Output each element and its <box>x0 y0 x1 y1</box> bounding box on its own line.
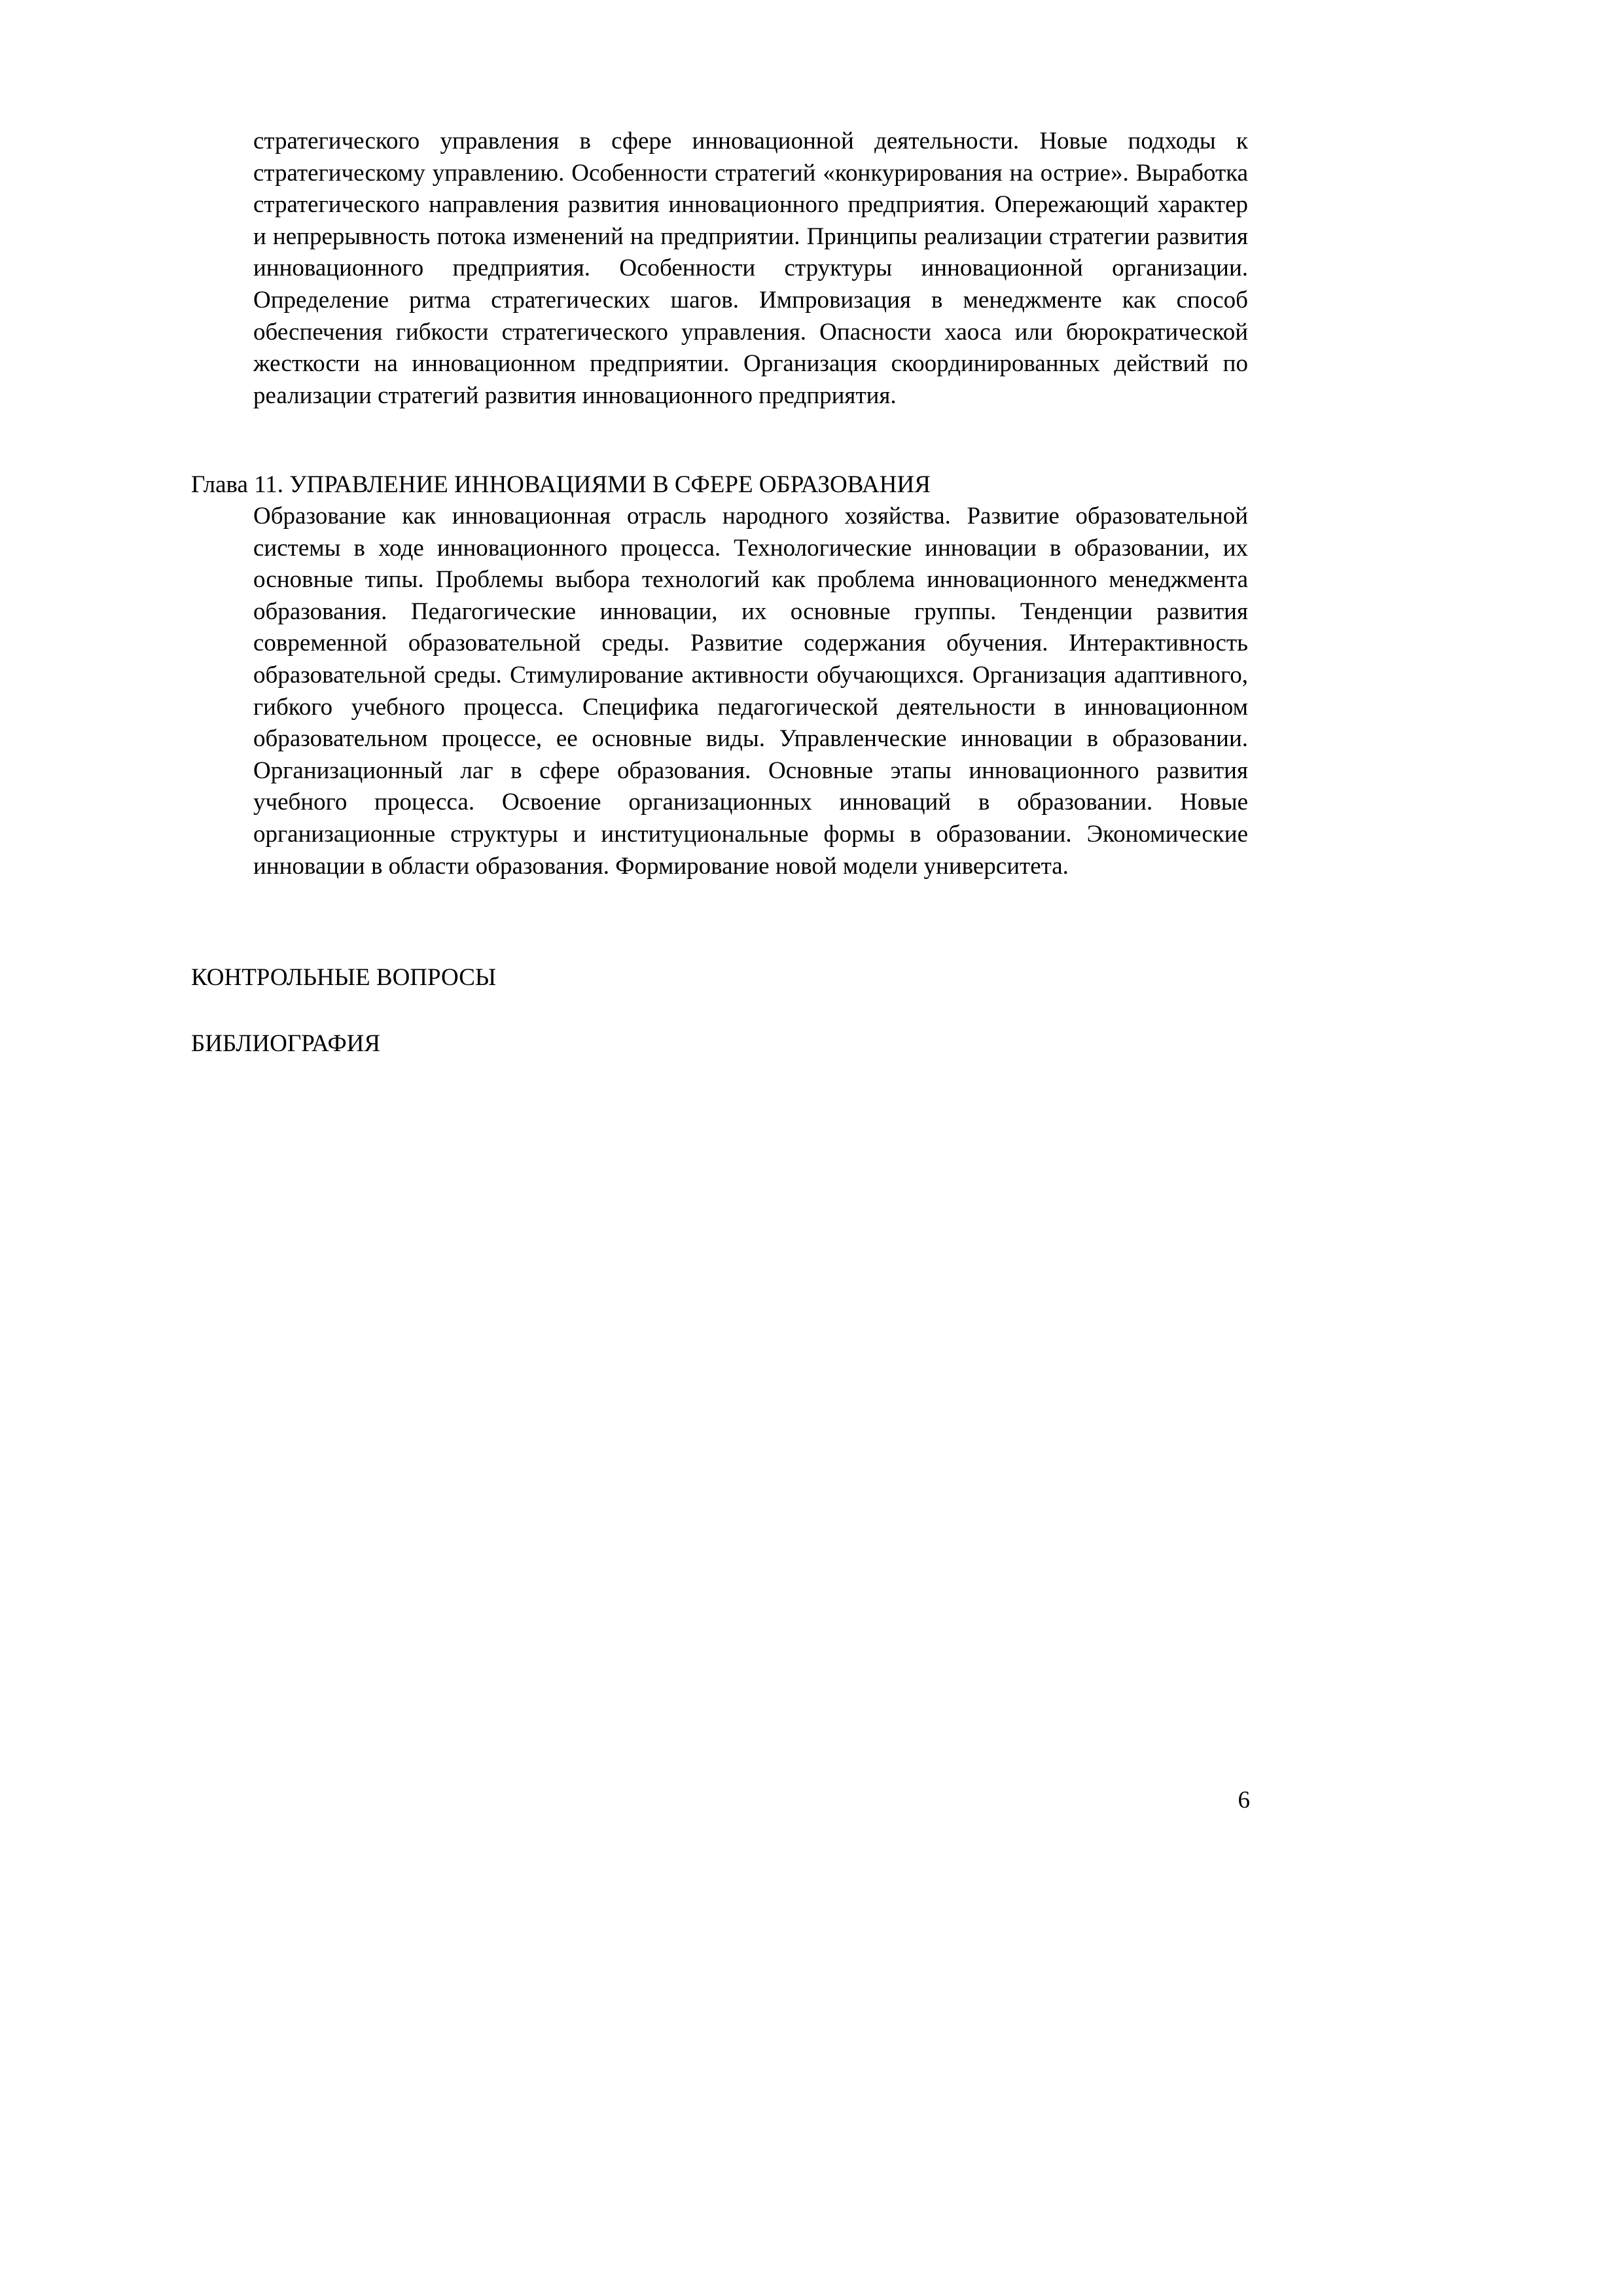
page-number: 6 <box>1238 1787 1250 1814</box>
chapter-11-heading: Глава 11. УПРАВЛЕНИЕ ИННОВАЦИЯМИ В СФЕРЕ ОБРАЗОВАНИЯ <box>191 471 931 498</box>
chapter-10-continued-paragraph: стратегического управления в сфере инновационной деятельности. Новые подходы к стратегическому управлению. Особенности стратегий «конкурирования на острие». Выработка стратегического направления развития инновационного предприятия. Опережающий характер и непрерывность потока изменений на предприятии. Принципы реализации стратегии развития инновационного предприятия. Особенности структуры инновационной организации. Определение ритма стратегических шагов. Импровизация в менеджменте как способ обеспечения гибкости стратегического управления. Опасности хаоса или бюрократической жесткости на инновационном предприятии. Организация скоординированных действий по реализации стратегий развития инновационного предприятия. <box>253 128 1248 409</box>
chapter-11-paragraph: Образование как инновационная отрасль народного хозяйства. Развитие образовательной системы в ходе инновационного процесса. Технологические инновации в образовании, их основные типы. Проблемы выбора технологий как проблема инновационного менеджмента образования. Педагогические инновации, их основные группы. Тенденции развития современной образовательной среды. Развитие содержания обучения. Интерактивность образовательной среды. Стимулирование активности обучающихся. Организация адаптивного, гибкого учебного процесса. Специфика педагогической деятельности в инновационном образовательном процессе, ее основные виды. Управленческие инновации в образовании. Организационный лаг в сфере образования. Основные этапы инновационного развития учебного процесса. Освоение организационных инноваций в образовании. Новые организационные структуры и институциональные формы в образовании. Экономические инновации в области образования. Формирование новой модели университета. <box>253 503 1248 880</box>
bibliography-heading: БИБЛИОГРАФИЯ <box>191 1030 381 1057</box>
control-questions-heading: КОНТРОЛЬНЫЕ ВОПРОСЫ <box>191 964 497 991</box>
